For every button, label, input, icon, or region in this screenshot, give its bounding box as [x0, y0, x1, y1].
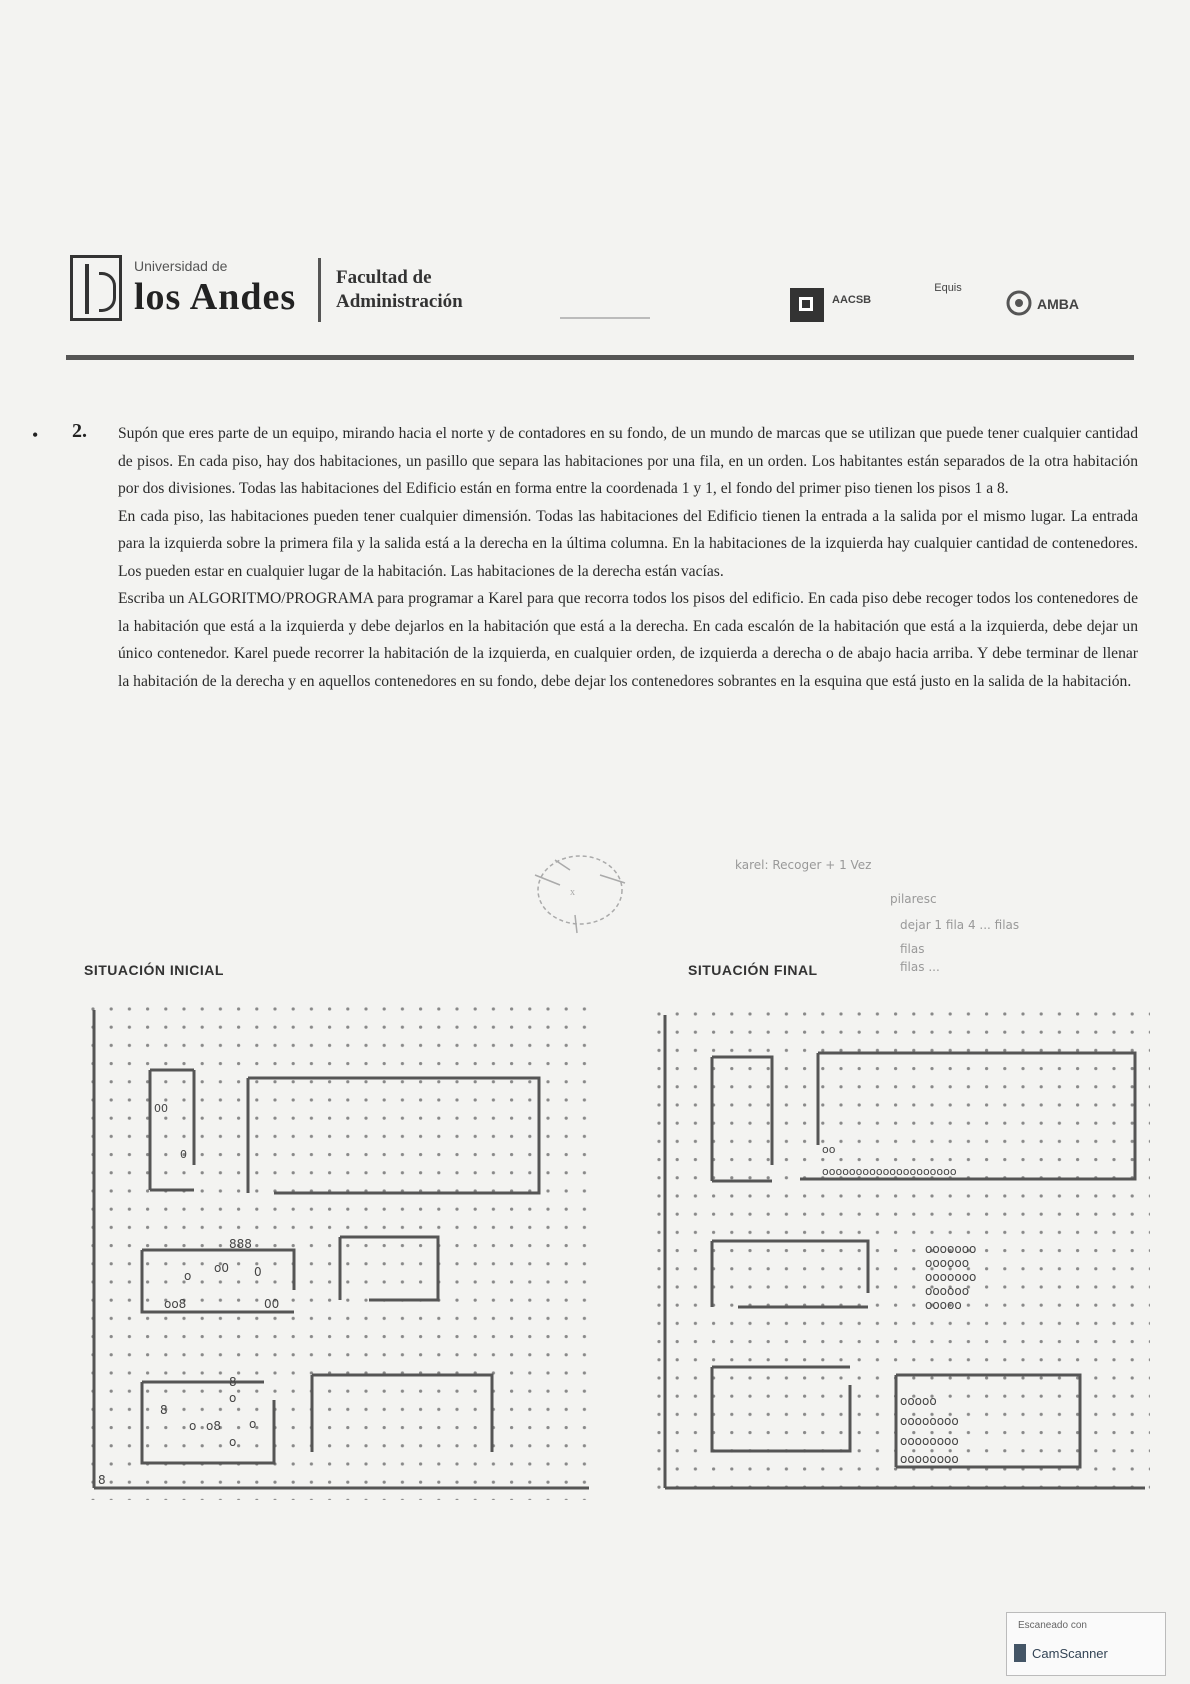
svg-text:o: o — [184, 1269, 192, 1283]
svg-text:0: 0 — [254, 1265, 262, 1279]
svg-text:o: o — [229, 1435, 237, 1449]
svg-text:ooooo: ooooo — [900, 1394, 937, 1408]
svg-text:o8: o8 — [206, 1419, 221, 1433]
svg-text:oooooooo: oooooooo — [900, 1452, 959, 1466]
svg-text:oooooo: oooooo — [925, 1284, 970, 1298]
svg-text:0: 0 — [180, 1148, 187, 1161]
problem-statement — [118, 420, 1138, 695]
handwritten-note-1: karel: Recoger + 1 Vez — [735, 858, 872, 872]
problem-paragraph-2: En cada piso, las habitaciones pueden tener cualquier dimensión. Todas las habitaciones del Edificio tienen la entrada a la salida por el mismo lugar. La entrada para la izquierda sobre la primera fila y la salida está a la derecha en la última columna. En la habitaciones de la izquierda hay cualquier cantidad de contenedores. Los pueden estar en cualquier lugar de la habitación. Las habitaciones de la derecha están vacías. — [118, 507, 1138, 580]
svg-text:888: 888 — [229, 1237, 252, 1251]
initial-situation-grid — [84, 1000, 594, 1500]
handwritten-note-5: filas ... — [900, 960, 940, 974]
header-divider — [318, 258, 321, 322]
university-name: los Andes — [134, 276, 297, 318]
svg-text:oooooooo: oooooooo — [900, 1414, 959, 1428]
svg-text:8: 8 — [98, 1473, 106, 1487]
question-number: 2. — [72, 420, 87, 442]
scanner-stamp-brand: CamScanner — [1032, 1646, 1108, 1661]
svg-text:oo8: oo8 — [164, 1297, 187, 1311]
camscanner-icon — [1014, 1644, 1026, 1662]
handwritten-diagram-icon — [515, 845, 645, 935]
amba-logo-icon — [1005, 288, 1125, 318]
svg-text:oooooooooooooooooooo: oooooooooooooooooooo — [822, 1165, 957, 1178]
svg-text:AMBA: AMBA — [1037, 296, 1079, 312]
accreditation-label-2: Equis — [934, 282, 962, 294]
svg-text:oooooooo: oooooooo — [900, 1434, 959, 1448]
university-logo-icon — [70, 255, 122, 321]
final-situation-grid — [650, 1005, 1150, 1500]
faculty-line-1: Facultad de — [336, 267, 432, 288]
svg-text:o: o — [229, 1391, 237, 1405]
university-name-small: Universidad de — [134, 258, 228, 274]
problem-paragraph-1: Supón que eres parte de un equipo, mirando hacia el norte y de contadores en su fondo, de un mundo de marcas que se utilizan que puede tener cualquier cantidad de pisos. En cada piso, hay dos habitaciones, un pasillo que separa las habitaciones por una fila, en un orden. Los habitantes están separados de la otra habitación por dos divisiones. Todas las habitaciones del Edificio están en forma entre la coordenada 1 y 1, el fondo del primer piso tienen los pisos 1 a 8. — [118, 425, 1138, 497]
accreditation-label-1: AACSB — [832, 294, 872, 306]
svg-text:oooooo: oooooo — [925, 1256, 970, 1270]
svg-text:00: 00 — [264, 1297, 280, 1311]
faint-line — [560, 317, 650, 319]
bullet-marker: • — [32, 425, 39, 445]
svg-text:o: o — [189, 1419, 197, 1433]
problem-paragraph-3: Escriba un ALGORITMO/PROGRAMA para programar a Karel para que recorra todos los pisos del edificio. En cada piso debe recoger todos los contenedores de la habitación que está a la izquierda y debe dejarlos en la habitación que está a la derecha. En cada escalón de la habitación que está a la izquierda, debe dejar un único contenedor. Karel puede recorrer la habitación de la izquierda, en cualquier orden, de izquierda a derecha o de abajo hacia arriba. Y debe terminar de llenar la habitación de la derecha y en aquellos contenedores en su fondo, debe dejar los contenedores sobrantes en la esquina que está justo en la salida de la habitación. — [118, 590, 1138, 690]
header-rule — [66, 355, 1134, 360]
svg-text:ooooo: ooooo — [925, 1298, 962, 1312]
svg-text:ooooooo: ooooooo — [925, 1242, 977, 1256]
faculty-line-2: Administración — [336, 291, 463, 312]
svg-text:o: o — [249, 1417, 257, 1431]
svg-text:8: 8 — [160, 1403, 168, 1417]
svg-text:o0: o0 — [214, 1261, 229, 1275]
final-situation-title: SITUACIÓN FINAL — [688, 962, 818, 978]
aacsb-logo-icon — [790, 288, 824, 322]
svg-text:x: x — [570, 887, 575, 898]
svg-text:oo: oo — [822, 1143, 836, 1156]
handwritten-note-3: dejar 1 fila 4 ... filas — [900, 918, 1020, 932]
scanner-stamp-top-text: Escaneado con — [1018, 1620, 1087, 1631]
faculty-name — [336, 266, 463, 314]
svg-text:ooooooo: ooooooo — [925, 1270, 977, 1284]
svg-text:8: 8 — [229, 1375, 237, 1389]
handwritten-note-2: pilaresc — [890, 892, 937, 906]
initial-situation-title: SITUACIÓN INICIAL — [84, 962, 224, 978]
handwritten-note-4: filas — [900, 942, 925, 956]
svg-text:00: 00 — [154, 1102, 168, 1115]
